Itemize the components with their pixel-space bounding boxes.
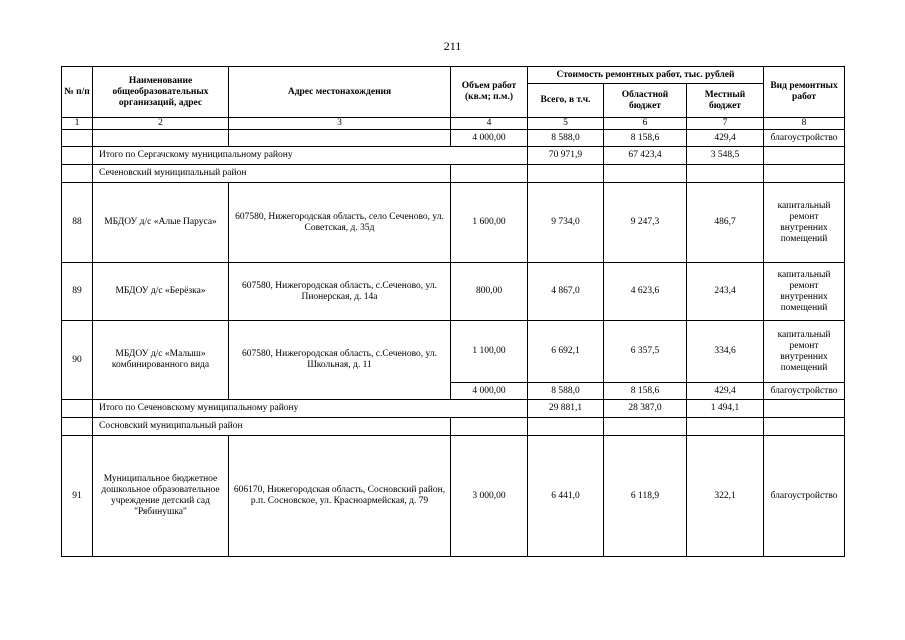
header-volume: Объем работ (кв.м; п.м.) [451, 67, 528, 118]
header-address: Адрес местонахождения [229, 67, 451, 118]
district-total-label: Итого по Сергачскому муниципальному району [93, 147, 528, 165]
cell-work-type: капитальный ремонт внутренних помещений [764, 183, 845, 263]
cell-regional: 28 387,0 [604, 400, 687, 418]
table-row [62, 321, 845, 383]
cell-work-type [764, 147, 845, 165]
cell-work-type [764, 400, 845, 418]
district-name: Сосновский муниципальный район [93, 418, 451, 436]
district-total-row [62, 400, 845, 418]
column-index-row [62, 118, 845, 130]
col-index-4: 4 [451, 118, 528, 130]
cell-volume: 3 000,00 [451, 436, 528, 557]
cell-name: МБДОУ д/с «Малыш» комбинированного вида [93, 321, 229, 400]
header-regional: Областной бюджет [604, 84, 687, 118]
cell-name: МБДОУ д/с «Берёзка» [93, 263, 229, 321]
cell-local: 1 494,1 [687, 400, 764, 418]
cell-volume: 800,00 [451, 263, 528, 321]
district-header-row [62, 165, 845, 183]
col-index-3: 3 [229, 118, 451, 130]
cell-local: 429,4 [687, 130, 764, 147]
cell-regional [604, 165, 687, 183]
cell-regional: 67 423,4 [604, 147, 687, 165]
district-header-row [62, 418, 845, 436]
cell-address: 607580, Нижегородская область, с.Сеченово, ул. Пионерская, д. 14а [229, 263, 451, 321]
cell-work-type: капитальный ремонт внутренних помещений [764, 321, 845, 383]
cell-volume: 4 000,00 [451, 130, 528, 147]
header-name: Наименование общеобразовательных организаций, адрес [93, 67, 229, 118]
district-total-label: Итого по Сеченовскому муниципальному району [93, 400, 528, 418]
col-index-1: 1 [62, 118, 93, 130]
cell-work-type: благоустройство [764, 436, 845, 557]
header-work-type: Вид ремонтных работ [764, 67, 845, 118]
cell-total [528, 418, 604, 436]
cell-total: 29 881,1 [528, 400, 604, 418]
col-index-7: 7 [687, 118, 764, 130]
cell-local [687, 165, 764, 183]
cell-volume [451, 418, 528, 436]
col-index-2: 2 [93, 118, 229, 130]
cell-regional: 6 118,9 [604, 436, 687, 557]
cell-total: 6 441,0 [528, 436, 604, 557]
col-index-8: 8 [764, 118, 845, 130]
repair-cost-table [61, 66, 845, 557]
cell-local: 322,1 [687, 436, 764, 557]
cell-regional: 8 158,6 [604, 130, 687, 147]
col-index-6: 6 [604, 118, 687, 130]
cell-local: 3 548,5 [687, 147, 764, 165]
cell-total: 8 588,0 [528, 130, 604, 147]
cell-address: 606170, Нижегородская область, Сосновский район, р.п. Сосновское, ул. Красноармейская, д. 79 [229, 436, 451, 557]
cell-volume: 1 100,00 [451, 321, 528, 383]
cell-work-type: благоустройство [764, 130, 845, 147]
table-row [62, 436, 845, 557]
header-cost-group: Стоимость ремонтных работ, тыс. рублей [528, 67, 764, 84]
header-num: № п/п [62, 67, 93, 118]
cell-address: 607580, Нижегородская область, с.Сеченово, ул. Школьная, д. 11 [229, 321, 451, 400]
header-local: Местный бюджет [687, 84, 764, 118]
header-total: Всего, в т.ч. [528, 84, 604, 118]
cell-num: 88 [62, 183, 93, 263]
cell-local: 429,4 [687, 383, 764, 400]
cell-num [62, 147, 93, 165]
page-number: 211 [443, 39, 462, 53]
cell-total: 8 588,0 [528, 383, 604, 400]
cell-volume: 1 600,00 [451, 183, 528, 263]
cell-num [62, 400, 93, 418]
cell-local: 243,4 [687, 263, 764, 321]
cell-total: 6 692,1 [528, 321, 604, 383]
cell-work-type [764, 165, 845, 183]
cell-local: 334,6 [687, 321, 764, 383]
cell-regional: 8 158,6 [604, 383, 687, 400]
cell-work-type: капитальный ремонт внутренних помещений [764, 263, 845, 321]
district-total-row [62, 147, 845, 165]
cell-volume: 4 000,00 [451, 383, 528, 400]
cell-num: 90 [62, 321, 93, 400]
cell-regional: 4 623,6 [604, 263, 687, 321]
cell-num: 89 [62, 263, 93, 321]
cell-total: 4 867,0 [528, 263, 604, 321]
cell-address [229, 130, 451, 147]
cell-local [687, 418, 764, 436]
cell-regional: 9 247,3 [604, 183, 687, 263]
cell-local: 486,7 [687, 183, 764, 263]
table-row [62, 130, 845, 147]
cell-name [93, 130, 229, 147]
cell-num [62, 130, 93, 147]
cell-name: МБДОУ д/с «Алые Паруса» [93, 183, 229, 263]
cell-num: 91 [62, 436, 93, 557]
table-row [62, 183, 845, 263]
col-index-5: 5 [528, 118, 604, 130]
cell-regional [604, 418, 687, 436]
header-row [62, 67, 845, 84]
cell-name: Муниципальное бюджетное дошкольное образовательное учреждение детский сад "Рябинушка" [93, 436, 229, 557]
cell-total: 70 971,9 [528, 147, 604, 165]
cell-regional: 6 357,5 [604, 321, 687, 383]
cell-num [62, 165, 93, 183]
cell-work-type [764, 418, 845, 436]
cell-total: 9 734,0 [528, 183, 604, 263]
cell-total [528, 165, 604, 183]
cell-address: 607580, Нижегородская область, село Сеченово, ул. Советская, д. 35д [229, 183, 451, 263]
cell-num [62, 418, 93, 436]
district-name: Сеченовский муниципальный район [93, 165, 451, 183]
table-row [62, 263, 845, 321]
cell-volume [451, 165, 528, 183]
cell-work-type: благоустройство [764, 383, 845, 400]
